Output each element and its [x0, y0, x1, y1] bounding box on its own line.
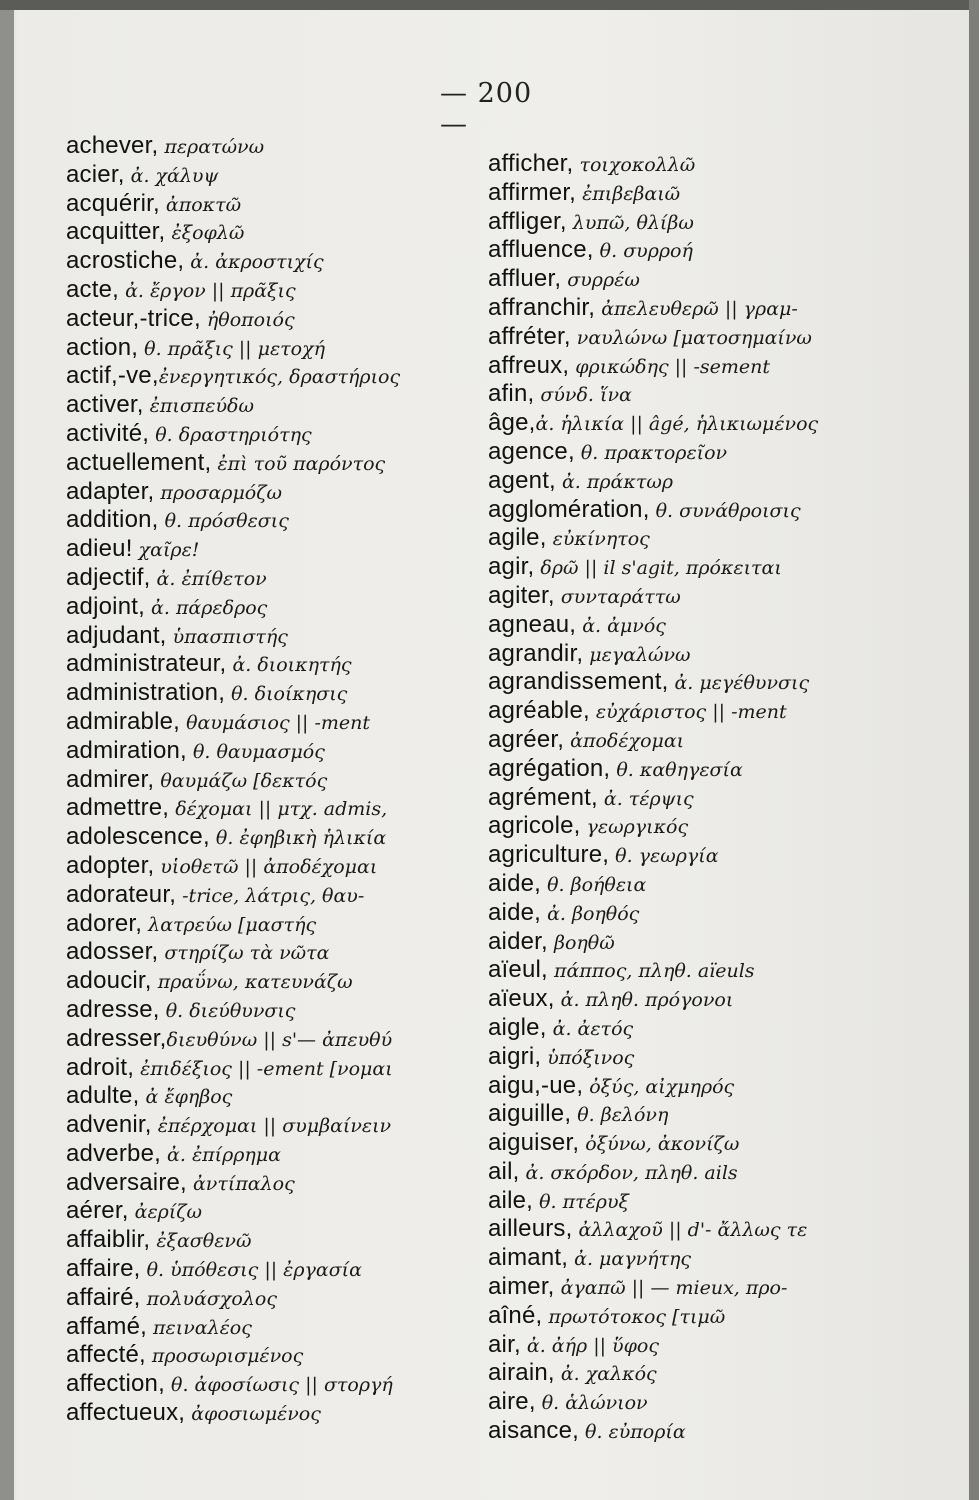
entry-translation: θ. διοίκησις — [225, 683, 348, 706]
entry-translation: θ. πρᾶξις || μετοχή — [138, 337, 325, 360]
entry-translation: θαυμάζω [δεκτός — [154, 769, 328, 792]
dictionary-entry — [488, 841, 918, 870]
dictionary-entry — [488, 179, 918, 208]
entry-headword: agréable, — [488, 697, 590, 725]
dictionary-entry — [488, 1302, 918, 1331]
entry-headword: affluer, — [488, 265, 562, 293]
entry-headword: aiguille, — [488, 1100, 572, 1128]
dictionary-entry — [488, 1072, 918, 1101]
entry-headword: affluence, — [488, 236, 594, 264]
entry-headword: acquitter, — [66, 218, 166, 246]
dictionary-entry — [488, 928, 918, 957]
entry-translation: ἀ ἔφηβος — [139, 1086, 233, 1109]
entry-translation: ἀ. διοικητής — [226, 654, 352, 677]
dictionary-entry — [66, 996, 476, 1025]
entry-headword: agréer, — [488, 725, 565, 753]
dictionary-entry — [488, 640, 918, 669]
dictionary-entry — [66, 334, 476, 363]
entry-headword: adresse, — [66, 995, 160, 1023]
entry-headword: administrateur, — [66, 650, 227, 678]
entry-headword: aimer, — [488, 1273, 555, 1301]
entry-headword: affreux, — [488, 351, 570, 379]
dictionary-entry — [66, 766, 476, 795]
entry-headword: affréter, — [488, 322, 571, 350]
entry-headword: affectueux, — [66, 1399, 186, 1427]
entry-translation: πειναλέος — [147, 1316, 252, 1339]
dictionary-entry — [66, 1370, 476, 1399]
entry-headword: adopter, — [66, 851, 155, 879]
dictionary-entry — [488, 956, 918, 985]
dictionary-entry — [66, 852, 476, 881]
entry-headword: afficher, — [488, 150, 574, 177]
entry-translation: ἐπιβεβαιῶ — [576, 182, 681, 205]
entry-headword: adulte, — [66, 1082, 140, 1110]
entry-translation: ἀ. ἀκροστιχίς — [184, 251, 324, 274]
entry-translation: ἐξασθενῶ — [150, 1230, 252, 1253]
entry-translation: προσωρισμένος — [145, 1345, 304, 1368]
entry-headword: action, — [66, 333, 139, 361]
entry-translation: θ. ἁλώνιον — [535, 1392, 648, 1415]
entry-headword: affecté, — [66, 1341, 146, 1369]
entry-translation: μεγαλώνω — [583, 643, 691, 666]
entry-translation: ἀ. πράκτωρ — [555, 470, 674, 493]
entry-translation: τοιχοκολλῶ — [573, 154, 696, 176]
dictionary-entry — [66, 276, 476, 305]
dictionary-entry — [66, 622, 476, 651]
entry-translation: ἀ. πάρεδρος — [145, 596, 268, 619]
dictionary-entry — [66, 910, 476, 939]
dictionary-entry — [66, 881, 476, 910]
entry-translation: γεωργικός — [580, 816, 689, 839]
entry-headword: affamé, — [66, 1312, 148, 1340]
dictionary-entry — [488, 1244, 918, 1273]
dictionary-entry — [66, 737, 476, 766]
dictionary-entry — [66, 708, 476, 737]
entry-translation: θ. πρόσθεσις — [158, 510, 289, 533]
entry-headword: afin, — [488, 380, 535, 408]
dictionary-entry — [488, 899, 918, 928]
entry-translation: ἀ. πληθ. πρόγονοι — [554, 989, 734, 1012]
entry-translation: πρωτότοκος [τιμῶ — [542, 1305, 726, 1328]
entry-translation: θ. δραστηριότης — [149, 423, 312, 446]
entry-translation: θ. ἐφηβικὴ ἡλικία — [209, 827, 387, 850]
entry-translation: σύνδ. ἵνα — [534, 384, 632, 407]
entry-translation: ὀξύς, αἰχμηρός — [583, 1075, 735, 1098]
entry-translation: προσαρμόζω — [154, 481, 283, 504]
entry-headword: acrostiche, — [66, 247, 185, 275]
entry-headword: âge, — [488, 409, 536, 437]
entry-headword: ail, — [488, 1157, 520, 1185]
entry-translation: βοηθῶ — [547, 931, 615, 954]
entry-headword: adolescence, — [66, 823, 210, 851]
dictionary-entry — [66, 420, 476, 449]
dictionary-entry — [66, 506, 476, 535]
dictionary-entry — [66, 650, 476, 679]
dictionary-entry — [66, 1169, 476, 1198]
entry-translation: ἠθοποιός — [200, 308, 295, 331]
entry-headword: actif,-ve, — [66, 362, 159, 390]
entry-headword: aimant, — [488, 1244, 569, 1272]
entry-headword: achever, — [66, 132, 159, 159]
entry-translation: ἀ. σκόρδον, πληθ. ails — [519, 1161, 738, 1184]
dictionary-entry — [488, 582, 918, 611]
entry-translation: εὐχάριστος || -ment — [589, 701, 787, 724]
entry-headword: affaire, — [66, 1255, 141, 1283]
dictionary-entry — [66, 1399, 476, 1428]
entry-translation: θ. θαυμασμός — [186, 740, 325, 763]
dictionary-entry — [66, 1284, 476, 1313]
entry-translation: θ. εὐπορία — [579, 1421, 686, 1444]
dictionary-entry — [488, 208, 918, 237]
entry-translation: ἀ. τέρψις — [597, 787, 694, 810]
dictionary-entry — [66, 938, 476, 967]
dictionary-entry — [488, 409, 918, 438]
entry-translation: ὑπασπιστής — [166, 625, 288, 648]
entry-translation: θ. βελόνη — [571, 1104, 669, 1127]
entry-translation: ἀφοσιωμένος — [185, 1403, 321, 1426]
dictionary-entry — [66, 1197, 476, 1226]
entry-headword: agrément, — [488, 783, 598, 811]
entry-translation: θ. διεύθυνσις — [159, 999, 296, 1022]
right-column — [488, 150, 918, 1446]
entry-translation: ἀ. ἀμνός — [576, 614, 666, 637]
entry-headword: administration, — [66, 679, 226, 707]
entry-translation: φρικώδης || -sement — [569, 355, 771, 378]
dictionary-entry — [66, 449, 476, 478]
dictionary-entry — [488, 467, 918, 496]
dictionary-entry — [488, 236, 918, 265]
entry-translation: ἀ. ἐπίρρημα — [161, 1143, 281, 1166]
dictionary-entry — [488, 265, 918, 294]
page-top-edge — [0, 0, 979, 10]
dictionary-entry — [66, 564, 476, 593]
entry-headword: addition, — [66, 506, 159, 534]
entry-translation: θαυμάσιος || -ment — [180, 711, 371, 734]
entry-translation: ναυλώνω [ματοσημαίνω — [570, 326, 812, 349]
entry-translation: ἐπέρχομαι || συμβαίνειν — [151, 1115, 392, 1138]
dictionary-entry — [66, 161, 476, 190]
entry-translation: θ. γεωργία — [609, 845, 719, 868]
dictionary-entry — [488, 1388, 918, 1417]
dictionary-entry — [66, 967, 476, 996]
dictionary-entry — [66, 1313, 476, 1342]
entry-headword: agiter, — [488, 581, 555, 609]
entry-headword: air, — [488, 1330, 521, 1358]
entry-headword: acte, — [66, 275, 120, 303]
entry-headword: aérer, — [66, 1197, 129, 1225]
dictionary-entry — [488, 784, 918, 813]
entry-headword: adjectif, — [66, 563, 151, 591]
entry-headword: adapter, — [66, 477, 155, 505]
entry-translation: ἐξοφλῶ — [165, 222, 245, 245]
entry-headword: aiguiser, — [488, 1129, 580, 1157]
entry-translation: εὐκίνητος — [546, 528, 650, 551]
entry-headword: aide, — [488, 869, 542, 897]
entry-translation: ἀ. βοηθός — [541, 902, 640, 925]
dictionary-entry — [488, 496, 918, 525]
entry-headword: actuellement, — [66, 448, 212, 476]
entry-headword: agir, — [488, 553, 535, 581]
entry-translation: -trice, λάτρις, θαυ- — [176, 884, 365, 907]
entry-headword: agile, — [488, 524, 547, 552]
entry-translation: ἀπελευθερῶ || γραμ- — [595, 297, 798, 320]
dictionary-entry — [488, 380, 918, 409]
entry-headword: activer, — [66, 391, 144, 419]
entry-headword: aide, — [488, 898, 542, 926]
dictionary-entry — [488, 352, 918, 381]
entry-translation: ἀ. μεγέθυνσις — [668, 672, 810, 695]
entry-headword: adversaire, — [66, 1168, 187, 1196]
entry-headword: affliger, — [488, 207, 567, 235]
dictionary-entry — [488, 726, 918, 755]
dictionary-entry — [488, 1043, 918, 1072]
entry-headword: aigri, — [488, 1042, 542, 1070]
entry-headword: admirer, — [66, 765, 155, 793]
entry-translation: θ. ὑπόθεσις || ἐργασία — [140, 1259, 362, 1282]
dictionary-entry — [66, 1140, 476, 1169]
entry-translation: ἀ. ἡλικία || âgé, ἡλικιωμένος — [535, 413, 819, 436]
entry-headword: agricole, — [488, 812, 581, 840]
entry-headword: acier, — [66, 160, 125, 188]
entry-headword: agent, — [488, 466, 556, 494]
entry-translation: θ. συρροή — [593, 240, 693, 263]
page-spine-shadow — [0, 0, 14, 1500]
entry-translation: λατρεύω [μαστής — [142, 913, 317, 936]
entry-headword: admettre, — [66, 794, 170, 822]
dictionary-entry — [488, 1158, 918, 1187]
entry-translation: περατώνω — [158, 136, 265, 158]
entry-headword: aïeux, — [488, 985, 555, 1013]
dictionary-entry — [488, 1129, 918, 1158]
entry-translation: ἀ. χαλκός — [554, 1363, 657, 1386]
entry-translation: ἐνεργητικός, δραστήριος — [158, 366, 401, 389]
dictionary-entry — [488, 697, 918, 726]
entry-headword: agrandissement, — [488, 668, 669, 696]
entry-headword: agrandir, — [488, 639, 584, 667]
dictionary-entry — [66, 535, 476, 564]
entry-translation: υἱοθετῶ || ἀποδέχομαι — [154, 855, 378, 878]
dictionary-entry — [66, 823, 476, 852]
entry-headword: agneau, — [488, 610, 577, 638]
entry-headword: adieu! — [66, 535, 133, 563]
entry-headword: adosser, — [66, 938, 159, 966]
entry-headword: agglomération, — [488, 495, 650, 523]
entry-translation: συρρέω — [561, 269, 640, 292]
entry-translation: θ. πρακτορεῖον — [574, 441, 728, 464]
dictionary-entry — [488, 1273, 918, 1302]
entry-headword: adorer, — [66, 909, 143, 937]
entry-translation: ἐπισπεύδω — [143, 395, 254, 418]
dictionary-entry — [488, 1215, 918, 1244]
entry-translation: πραΰνω, κατευνάζω — [151, 971, 353, 994]
page-number: — 200 — — [440, 78, 533, 140]
entry-headword: aigle, — [488, 1013, 547, 1041]
entry-translation: ἀ. ἀήρ || ὕφος — [520, 1334, 659, 1357]
dictionary-entry — [66, 218, 476, 247]
entry-headword: agrégation, — [488, 754, 611, 782]
dictionary-entry — [66, 1255, 476, 1284]
entry-translation: δρῶ || il s'agit, πρόκειται — [534, 557, 782, 580]
entry-translation: θ. ἀφοσίωσις || στοργή — [164, 1374, 393, 1397]
dictionary-entry — [66, 391, 476, 420]
entry-headword: adjudant, — [66, 621, 167, 649]
entry-translation: ἀντίπαλος — [186, 1172, 295, 1195]
dictionary-entry — [66, 679, 476, 708]
dictionary-entry — [488, 985, 918, 1014]
entry-headword: admirable, — [66, 707, 181, 735]
entry-translation: θ. βοήθεια — [541, 873, 647, 896]
dictionary-entry — [488, 1359, 918, 1388]
entry-headword: aile, — [488, 1186, 534, 1214]
entry-headword: aîné, — [488, 1301, 543, 1329]
entry-headword: acteur,-trice, — [66, 304, 201, 332]
entry-translation: στηρίζω τὰ νῶτα — [158, 942, 330, 965]
dictionary-entry — [488, 553, 918, 582]
entry-translation: θ. συνάθροισις — [649, 499, 801, 522]
entry-headword: aire, — [488, 1388, 536, 1416]
entry-translation: ἐπὶ τοῦ παρόντος — [211, 452, 386, 475]
entry-translation: ἀγαπῶ || — mieux, προ- — [554, 1277, 788, 1300]
dictionary-entry — [488, 1014, 918, 1043]
entry-headword: affirmer, — [488, 178, 577, 206]
entry-translation: ὑπόξινος — [541, 1046, 635, 1069]
dictionary-entry — [488, 668, 918, 697]
entry-translation: ἀλλαχοῦ || d'- ἄλλως τε — [572, 1219, 808, 1242]
entry-headword: adresser, — [66, 1024, 167, 1052]
page-right-edge — [969, 0, 979, 1500]
entry-translation: θ. καθηγεσία — [610, 758, 743, 781]
dictionary-entry — [488, 870, 918, 899]
entry-translation: ἀ. χάλυψ — [124, 164, 219, 187]
dictionary-entry — [66, 1226, 476, 1255]
dictionary-entry — [66, 794, 476, 823]
entry-translation: πάππος, πληθ. aïeuls — [547, 960, 755, 983]
entry-headword: adjoint, — [66, 592, 145, 620]
entry-translation: ἀ. ἀετός — [546, 1017, 634, 1040]
dictionary-entry — [66, 362, 476, 391]
entry-translation: θ. πτέρυξ — [533, 1190, 629, 1213]
dictionary-entry — [66, 132, 476, 161]
entry-translation: λυπῶ, θλίβω — [566, 211, 694, 234]
entry-translation: ἀερίζω — [128, 1201, 203, 1224]
dictionary-entry — [66, 1111, 476, 1140]
dictionary-entry — [66, 190, 476, 219]
entry-translation: ἀ. ἔργον || πρᾶξις — [119, 279, 296, 302]
entry-headword: aigu,-ue, — [488, 1071, 584, 1099]
dictionary-entry — [66, 1054, 476, 1083]
entry-translation: συνταράττω — [554, 585, 681, 608]
entry-headword: agriculture, — [488, 841, 610, 869]
dictionary-entry — [66, 1025, 476, 1054]
dictionary-entry — [488, 294, 918, 323]
entry-headword: aider, — [488, 927, 548, 955]
entry-headword: adverbe, — [66, 1139, 161, 1167]
dictionary-entry — [488, 150, 918, 179]
dictionary-entry — [488, 1417, 918, 1446]
dictionary-entry — [66, 247, 476, 276]
entry-translation: δέχομαι || μτχ. admis, — [169, 798, 388, 821]
dictionary-entry — [488, 438, 918, 467]
dictionary-entry — [488, 323, 918, 352]
entry-headword: adorateur, — [66, 880, 177, 908]
entry-translation: ἀ. μαγνήτης — [568, 1248, 692, 1271]
entry-headword: airain, — [488, 1359, 555, 1387]
entry-headword: affranchir, — [488, 293, 596, 321]
entry-headword: activité, — [66, 419, 150, 447]
dictionary-entry — [488, 1100, 918, 1129]
entry-translation: χαῖρε! — [132, 539, 200, 562]
entry-headword: advenir, — [66, 1111, 152, 1139]
entry-translation: διευθύνω || s'— ἀπευθύ — [166, 1028, 393, 1051]
entry-translation: ἐπιδέξιος || -ement [νομαι — [134, 1057, 393, 1080]
entry-headword: aisance, — [488, 1417, 579, 1445]
entry-headword: adoucir, — [66, 967, 152, 995]
dictionary-entry — [488, 1331, 918, 1360]
entry-headword: affaiblir, — [66, 1226, 151, 1254]
entry-translation: ἀποκτῶ — [159, 193, 242, 216]
dictionary-entry — [488, 1187, 918, 1216]
entry-headword: adroit, — [66, 1053, 135, 1081]
dictionary-entry — [488, 755, 918, 784]
entry-headword: agence, — [488, 437, 575, 465]
dictionary-entry — [488, 524, 918, 553]
entry-headword: aïeul, — [488, 956, 548, 984]
dictionary-entry — [488, 611, 918, 640]
dictionary-entry — [66, 478, 476, 507]
entry-translation: ἀ. ἐπίθετον — [150, 567, 267, 590]
left-column — [66, 132, 476, 1428]
dictionary-entry — [66, 1341, 476, 1370]
entry-headword: affection, — [66, 1370, 165, 1398]
entry-headword: ailleurs, — [488, 1215, 573, 1243]
dictionary-entry — [66, 305, 476, 334]
dictionary-entry — [488, 812, 918, 841]
dictionary-entry — [66, 593, 476, 622]
dictionary-entry — [66, 1082, 476, 1111]
entry-headword: acquérir, — [66, 189, 160, 217]
entry-translation: πολυάσχολος — [140, 1287, 277, 1310]
entry-headword: affairé, — [66, 1283, 141, 1311]
entry-translation: ὀξύνω, ἀκονίζω — [579, 1133, 740, 1156]
entry-translation: ἀποδέχομαι — [564, 729, 685, 752]
entry-headword: admiration, — [66, 736, 187, 764]
